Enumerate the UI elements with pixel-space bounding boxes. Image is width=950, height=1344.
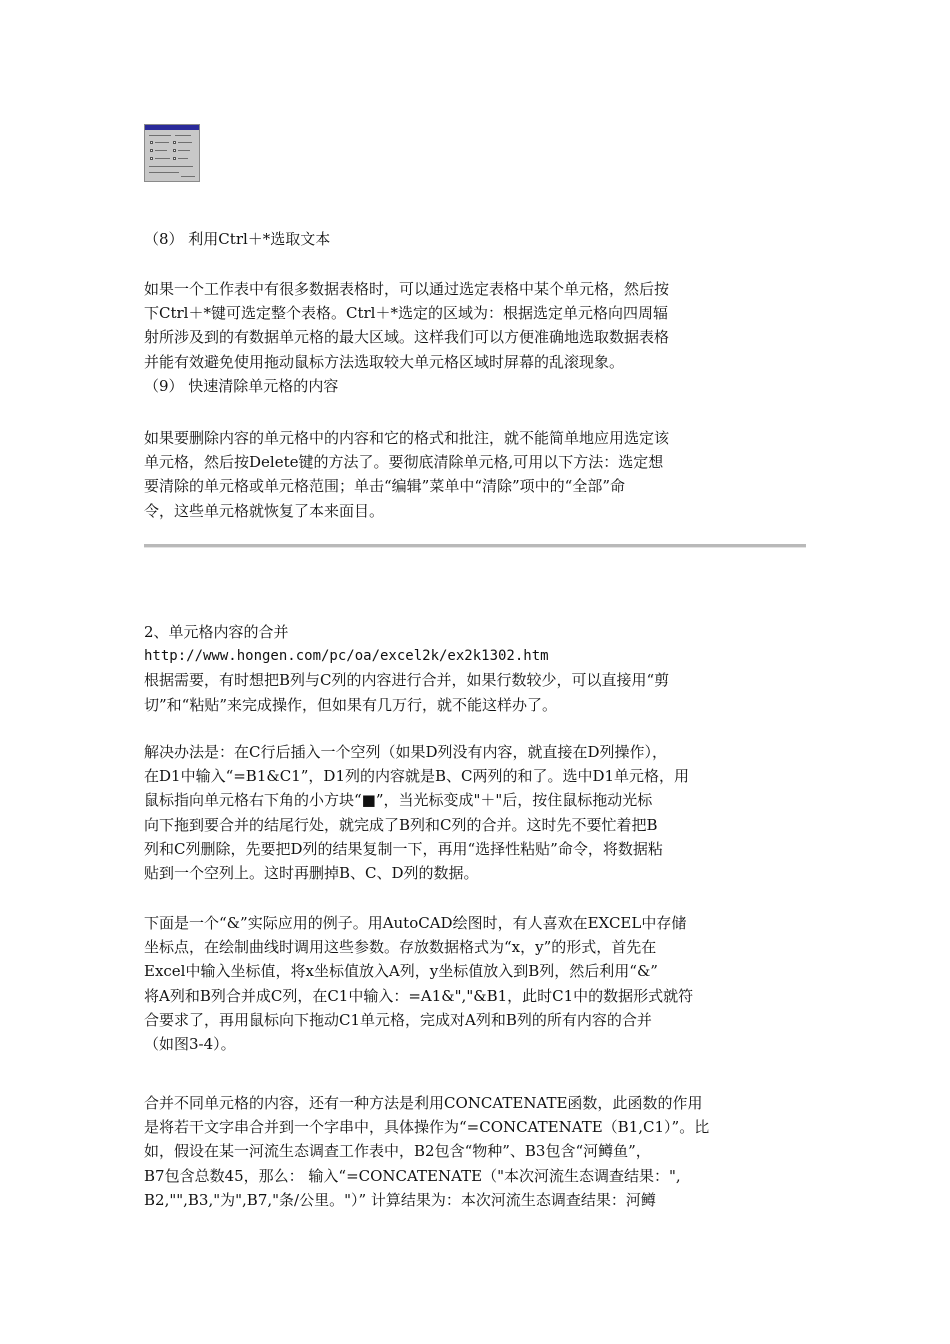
paragraph-line: 切”和“粘贴”来完成操作，但如果有几万行，就不能这样办了。 xyxy=(144,695,558,714)
thumbnail-title-bar xyxy=(145,125,199,130)
paragraph-line: 合并不同单元格的内容，还有一种方法是利用CONCATENATE函数，此函数的作用 xyxy=(144,1094,703,1112)
paragraph-line: 单元格，然后按Delete键的方法了。要彻底清除单元格,可用以下方法：选定想 xyxy=(144,453,664,472)
paragraph-line: 解决办法是：在C行后插入一个空列（如果D列没有内容，就直接在D列操作）， xyxy=(144,743,668,761)
section-8-heading-block xyxy=(144,227,814,251)
paragraph-line: 令，这些单元格就恢复了本来面目。 xyxy=(144,501,385,520)
section-8-paragraph xyxy=(144,277,814,398)
concatenate-paragraph xyxy=(144,1091,814,1212)
paragraph-line: 下面是一个“&”实际应用的例子。用AutoCAD绘图时，有人喜欢在EXCEL中存储 xyxy=(144,914,687,932)
paragraph-line: 贴到一个空列上。这时再删掉B、C、D列的数据。 xyxy=(144,864,479,883)
paragraph-line: B2,"",B3,"为",B7,"条/公里。"）” 计算结果为：本次河流生态调查结果：河鳟 xyxy=(144,1190,656,1209)
paragraph-line: 列和C列删除，先要把D列的结果复制一下，再用“选择性粘贴”命令，将数据粘 xyxy=(144,839,663,858)
paragraph-line: 合要求了，再用鼠标向下拖动C1单元格，完成对A列和B列的所有内容的合并 xyxy=(144,1010,652,1029)
paragraph-line: B7包含总数45，那么： 输入“=CONCATENATE（"本次河流生态调查结果：", xyxy=(144,1166,681,1185)
dialog-screenshot-thumbnail xyxy=(144,124,200,182)
section-2-heading: 2、单元格内容的合并 xyxy=(144,623,289,641)
paragraph-line: 根据需要，有时想把B列与C列的内容进行合并，如果行数较少，可以直接用“剪 xyxy=(144,671,670,690)
section-9-paragraph xyxy=(144,426,814,523)
solution-paragraph xyxy=(144,740,814,885)
paragraph-line: 将A列和B列合并成C列，在C1中输入：=A1&","&B1，此时C1中的数据形式就符 xyxy=(144,986,694,1005)
paragraph-line: 如果要删除内容的单元格中的内容和它的格式和批注，就不能简单地应用选定该 xyxy=(144,429,670,447)
horizontal-divider xyxy=(144,544,806,548)
paragraph-line: 下Ctrl＋*键可选定整个表格。Ctrl＋*选定的区域为：根据选定单元格向四周辐 xyxy=(144,304,668,323)
paragraph-line: 如果一个工作表中有很多数据表格时，可以通过选定表格中某个单元格，然后按 xyxy=(144,280,670,298)
paragraph-line: 坐标点，在绘制曲线时调用这些参数。存放数据格式为“x，y”的形式，首先在 xyxy=(144,938,657,957)
paragraph-line: Excel中输入坐标值，将x坐标值放入A列，y坐标值放入到B列，然后利用“&” xyxy=(144,962,658,981)
paragraph-line: 要清除的单元格或单元格范围；单击“编辑”菜单中“清除”项中的“全部”命 xyxy=(144,477,626,496)
paragraph-line: 并能有效避免使用拖动鼠标方法选取较大单元格区域时屏幕的乱滚现象。 xyxy=(144,352,625,371)
section-9-heading: （9） 快速清除单元格的内容 xyxy=(144,376,339,395)
paragraph-line: （如图3-4）。 xyxy=(144,1035,236,1054)
paragraph-line: 如，假设在某一河流生态调查工作表中，B2包含“物种”、B3包含“河鳟鱼”， xyxy=(144,1142,651,1161)
example-paragraph xyxy=(144,911,814,1056)
paragraph-line: 在D1中输入“=B1&C1”，D1列的内容就是B、C两列的和了。选中D1单元格，用 xyxy=(144,767,690,786)
section-2-header-block xyxy=(144,620,814,717)
source-url-link[interactable]: http://www.hongen.com/pc/oa/excel2k/ex2k1302.htm xyxy=(144,648,549,665)
paragraph-line: 鼠标指向单元格右下角的小方块“■”，当光标变成"＋"后，按住鼠标拖动光标 xyxy=(144,791,653,810)
paragraph-line: 是将若干文字串合并到一个字串中，具体操作为“=CONCATENATE（B1,C1）”。比 xyxy=(144,1118,710,1137)
paragraph-line: 射所涉及到的有数据单元格的最大区域。这样我们可以方便准确地选取数据表格 xyxy=(144,328,670,347)
section-8-heading: （8） 利用Ctrl＋*选取文本 xyxy=(144,230,331,248)
paragraph-line: 向下拖到要合并的结尾行处，就完成了B列和C列的合并。这时先不要忙着把B xyxy=(144,815,658,834)
